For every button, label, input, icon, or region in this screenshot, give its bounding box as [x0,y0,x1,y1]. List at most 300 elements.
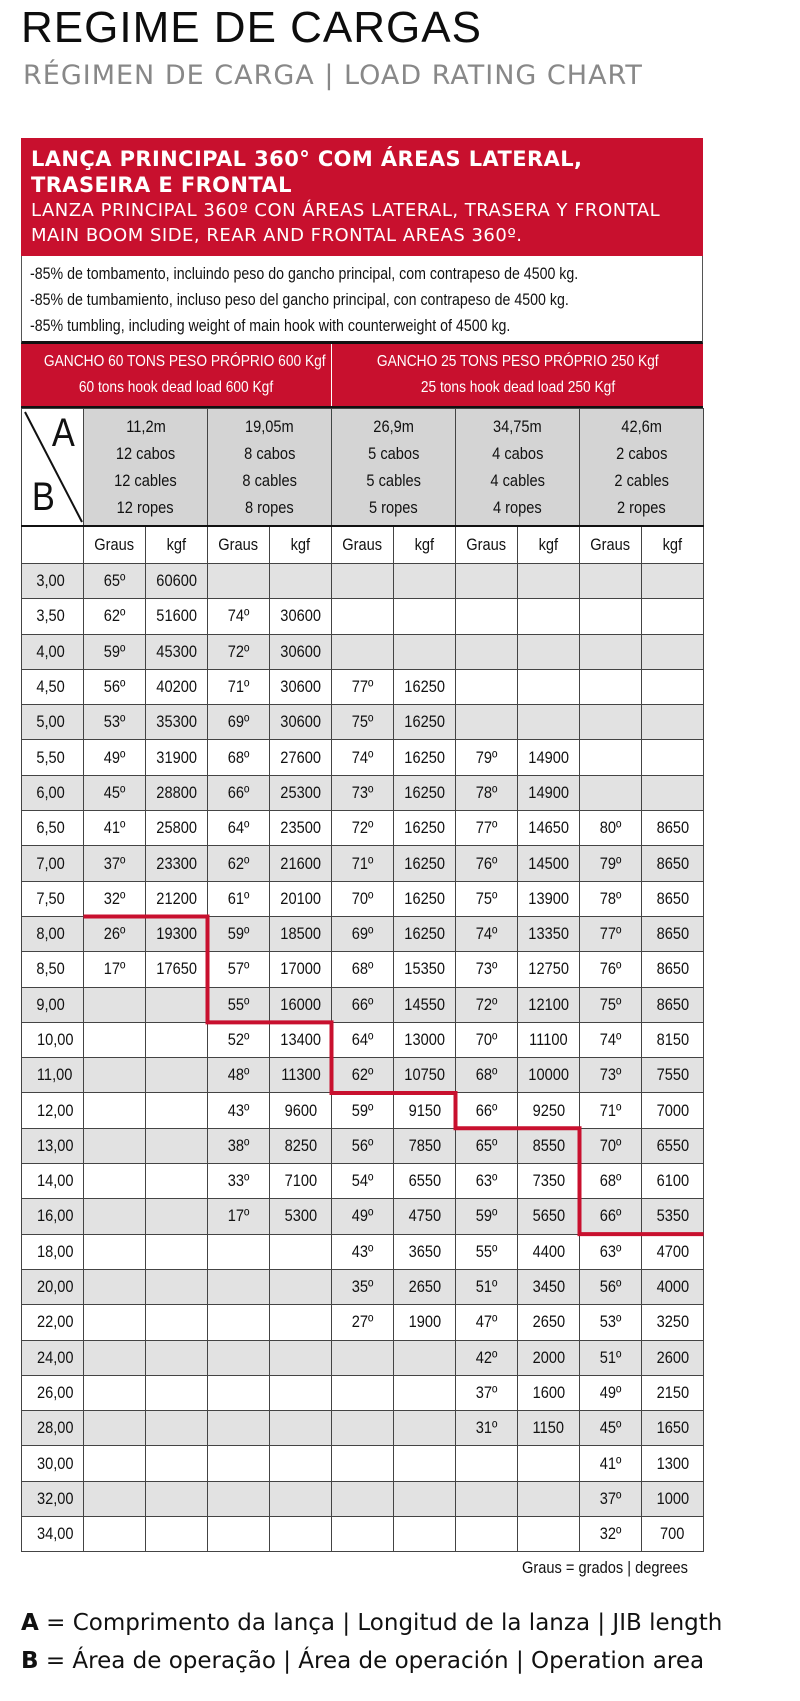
load-cell: 9600 [270,1093,332,1128]
angle-cell [456,669,518,704]
banner-title-en: MAIN BOOM SIDE, REAR AND FRONTAL AREAS 360º. [31,225,523,246]
load-cell: 11100 [518,1022,580,1057]
operation-area-cell: 10,00 [22,1022,84,1057]
note-es: -85% de tumbamiento, incluso peso del gancho principal, con contrapeso de 4500 kg. [30,291,569,309]
load-cell: 1650 [642,1411,704,1446]
angle-cell: 74º [332,740,394,775]
angle-cell [456,1517,518,1552]
angle-cell: 51º [580,1340,642,1375]
angle-cell: 52º [208,1022,270,1057]
load-cell: 16250 [394,916,456,951]
load-cell [642,634,704,669]
load-chart [21,138,703,1552]
angle-cell: 56º [332,1128,394,1163]
hook-25-tons [332,344,703,406]
table-row [22,740,704,775]
angle-cell: 73º [456,952,518,987]
boom-length: 11,2m [125,417,166,436]
load-cell: 25800 [146,811,208,846]
load-cell: 8650 [642,881,704,916]
load-cell [642,775,704,810]
table-row [22,599,704,634]
note-pt: -85% de tombamento, incluindo peso do gancho principal, com contrapeso de 4500 kg. [30,265,579,283]
load-cell: 5350 [642,1199,704,1234]
operation-area-cell: 3,50 [22,599,84,634]
load-cell: 8150 [642,1022,704,1057]
load-cell: 30600 [270,599,332,634]
col-kgf: kgf [518,526,580,564]
operation-area-cell: 8,50 [22,952,84,987]
load-cell: 12750 [518,952,580,987]
table-row [22,1093,704,1128]
load-cell: 16250 [394,705,456,740]
angle-cell: 74º [208,599,270,634]
load-cell [394,1411,456,1446]
angle-cell [84,1128,146,1163]
load-cell: 4750 [394,1199,456,1234]
angle-cell: 79º [456,740,518,775]
boom-ropes-pt: 12 cabos [115,444,176,463]
angle-cell: 77º [456,811,518,846]
load-cell: 60600 [146,564,208,599]
operation-area-cell: 22,00 [22,1305,84,1340]
angle-cell: 68º [580,1164,642,1199]
table-row [22,1411,704,1446]
load-table [21,408,704,1552]
boom-header [332,409,456,527]
load-cell [270,1269,332,1304]
hook-60-subtitle: 60 tons hook dead load 600 Kgf [78,379,274,396]
boom-length: 42,6m [621,417,662,436]
load-cell: 1150 [518,1411,580,1446]
col-graus: Graus [580,526,642,564]
col-graus: Graus [208,526,270,564]
operation-area-cell: 16,00 [22,1199,84,1234]
boom-ropes-pt: 2 cabos [615,444,668,463]
angle-cell: 77º [580,916,642,951]
angle-cell: 37º [456,1375,518,1410]
angle-cell: 66º [456,1093,518,1128]
angle-cell: 43º [332,1234,394,1269]
angle-cell: 68º [332,952,394,987]
load-cell [146,1446,208,1481]
load-cell: 6550 [642,1128,704,1163]
load-cell [146,1164,208,1199]
load-cell [518,564,580,599]
col-kgf: kgf [270,526,332,564]
operation-area-cell: 7,50 [22,881,84,916]
angle-cell: 62º [332,1058,394,1093]
load-cell: 51600 [146,599,208,634]
angle-cell: 59º [332,1093,394,1128]
table-row [22,1517,704,1552]
load-cell: 7100 [270,1164,332,1199]
load-cell: 13900 [518,881,580,916]
angle-cell [208,1446,270,1481]
load-cell: 17650 [146,952,208,987]
load-cell: 8650 [642,987,704,1022]
angle-cell [332,1481,394,1516]
angle-cell: 68º [456,1058,518,1093]
operation-area-cell: 12,00 [22,1093,84,1128]
boom-ropes-pt: 8 cabos [243,444,296,463]
legend-a-text: = Comprimento da lança | Longitud de la lanza | JIB length [38,1610,723,1636]
angle-cell [580,564,642,599]
col-kgf: kgf [146,526,208,564]
angle-cell [84,1234,146,1269]
load-cell [394,1375,456,1410]
angle-cell: 64º [208,811,270,846]
table-row [22,1199,704,1234]
load-cell: 7550 [642,1058,704,1093]
load-cell [270,1517,332,1552]
angle-cell [84,1199,146,1234]
boom-header [84,409,208,527]
angle-cell [84,1340,146,1375]
angle-cell: 74º [456,916,518,951]
col-graus: Graus [84,526,146,564]
table-row [22,846,704,881]
load-cell [394,1340,456,1375]
load-cell: 9250 [518,1093,580,1128]
load-cell: 35300 [146,705,208,740]
operation-area-cell: 8,00 [22,916,84,951]
load-cell: 700 [642,1517,704,1552]
angle-cell: 62º [208,846,270,881]
operation-area-cell: 18,00 [22,1234,84,1269]
angle-cell [84,1058,146,1093]
angle-cell: 75º [580,987,642,1022]
load-cell [146,1411,208,1446]
load-cell: 4700 [642,1234,704,1269]
angle-cell [580,669,642,704]
col-graus: Graus [332,526,394,564]
table-row [22,952,704,987]
load-cell: 5300 [270,1199,332,1234]
angle-cell: 57º [208,952,270,987]
angle-cell: 70º [332,881,394,916]
angle-cell: 59º [456,1199,518,1234]
angle-cell [456,599,518,634]
hook-25-subtitle: 25 tons hook dead load 250 Kgf [420,379,615,396]
load-cell: 9150 [394,1093,456,1128]
boom-length: 34,75m [493,417,542,436]
angle-cell [580,599,642,634]
load-cell [642,564,704,599]
load-cell [270,1375,332,1410]
boom-banner [21,138,703,256]
angle-cell: 76º [456,846,518,881]
angle-cell: 41º [580,1446,642,1481]
table-row [22,634,704,669]
load-cell: 40200 [146,669,208,704]
angle-cell [332,1446,394,1481]
angle-cell: 76º [580,952,642,987]
angle-cell [456,1481,518,1516]
load-cell: 2600 [642,1340,704,1375]
operation-area-cell: 5,00 [22,705,84,740]
angle-cell: 75º [332,705,394,740]
load-cell [518,705,580,740]
load-cell: 13350 [518,916,580,951]
table-row [22,1234,704,1269]
load-cell [642,705,704,740]
load-cell: 45300 [146,634,208,669]
operation-area-cell: 20,00 [22,1269,84,1304]
angle-cell: 80º [580,811,642,846]
load-cell: 20100 [270,881,332,916]
angle-cell: 63º [456,1164,518,1199]
boom-ropes-en: 4 ropes [493,498,542,517]
table-row [22,669,704,704]
load-cell: 23500 [270,811,332,846]
load-cell: 8650 [642,811,704,846]
load-cell [270,1305,332,1340]
load-cell: 1900 [394,1305,456,1340]
load-cell: 3250 [642,1305,704,1340]
table-row [22,881,704,916]
load-cell: 31900 [146,740,208,775]
angle-cell: 62º [84,599,146,634]
boom-ropes-es: 2 cables [614,471,669,490]
load-cell: 4400 [518,1234,580,1269]
hook-60-title: GANCHO 60 TONS PESO PRÓPRIO 600 Kgf [43,353,326,370]
angle-cell: 48º [208,1058,270,1093]
angle-cell [456,634,518,669]
boom-ropes-es: 12 cables [114,471,177,490]
load-cell: 28800 [146,775,208,810]
load-cell: 1600 [518,1375,580,1410]
angle-cell: 65º [84,564,146,599]
load-cell [518,669,580,704]
load-cell: 2650 [394,1269,456,1304]
load-cell: 8250 [270,1128,332,1163]
load-cell: 8650 [642,952,704,987]
load-cell: 30600 [270,705,332,740]
load-cell: 3650 [394,1234,456,1269]
load-cell: 18500 [270,916,332,951]
operation-area-cell: 4,00 [22,634,84,669]
angle-cell: 70º [456,1022,518,1057]
load-cell [518,1517,580,1552]
table-row [22,705,704,740]
load-cell: 14900 [518,740,580,775]
angle-cell: 38º [208,1128,270,1163]
angle-cell: 78º [456,775,518,810]
load-cell [270,1446,332,1481]
angle-cell: 69º [332,916,394,951]
angle-cell: 45º [580,1411,642,1446]
angle-cell [580,634,642,669]
operation-area-cell: 14,00 [22,1164,84,1199]
load-cell: 10750 [394,1058,456,1093]
load-cell: 16250 [394,811,456,846]
load-cell: 16250 [394,881,456,916]
col-kgf: kgf [394,526,456,564]
load-cell [518,634,580,669]
angle-cell: 77º [332,669,394,704]
angle-cell: 35º [332,1269,394,1304]
table-row [22,987,704,1022]
angle-cell [84,1481,146,1516]
angle-cell: 55º [456,1234,518,1269]
operation-area-cell: 5,50 [22,740,84,775]
load-cell: 7000 [642,1093,704,1128]
table-row [22,1164,704,1199]
corner-b-label: B [31,475,55,519]
angle-cell [84,1375,146,1410]
load-cell: 8650 [642,916,704,951]
load-cell [270,1411,332,1446]
boom-ropes-en: 5 ropes [369,498,418,517]
page-subtitle: RÉGIMEN DE CARGA | LOAD RATING CHART [23,60,643,91]
corner-a-label: A [52,411,76,455]
angle-cell: 17º [84,952,146,987]
angle-cell [84,1093,146,1128]
load-cell: 6550 [394,1164,456,1199]
load-cell [394,1517,456,1552]
angle-cell [84,1517,146,1552]
load-cell [146,1340,208,1375]
load-cell: 13400 [270,1022,332,1057]
load-cell: 15350 [394,952,456,987]
load-cell: 2650 [518,1305,580,1340]
angle-cell: 66º [332,987,394,1022]
angle-cell: 61º [208,881,270,916]
load-cell: 27600 [270,740,332,775]
col-kgf: kgf [642,526,704,564]
angle-cell: 72º [456,987,518,1022]
angle-cell [456,1446,518,1481]
operation-area-cell: 11,00 [22,1058,84,1093]
load-cell: 5650 [518,1199,580,1234]
angle-cell: 43º [208,1093,270,1128]
angle-cell: 72º [332,811,394,846]
angle-cell: 65º [456,1128,518,1163]
load-cell [270,1481,332,1516]
angle-cell [208,1517,270,1552]
angle-cell: 17º [208,1199,270,1234]
load-cell [146,1093,208,1128]
load-cell: 19300 [146,916,208,951]
angle-cell [332,599,394,634]
angle-cell [84,1164,146,1199]
load-cell: 16250 [394,740,456,775]
angle-cell: 31º [456,1411,518,1446]
load-cell [146,987,208,1022]
angle-cell: 49º [84,740,146,775]
unit-header-blank [22,526,84,564]
load-cell [146,1269,208,1304]
operation-area-cell: 4,50 [22,669,84,704]
angle-cell: 72º [208,634,270,669]
load-cell: 16250 [394,669,456,704]
note-en: -85% tumbling, including weight of main hook with counterweight of 4500 kg. [30,317,511,335]
operation-area-cell: 3,00 [22,564,84,599]
hook-header [21,344,703,408]
angle-cell [332,564,394,599]
angle-cell: 73º [332,775,394,810]
load-cell: 1000 [642,1481,704,1516]
load-cell: 14900 [518,775,580,810]
angle-cell: 70º [580,1128,642,1163]
load-cell [146,1022,208,1057]
load-cell: 1300 [642,1446,704,1481]
load-cell: 14550 [394,987,456,1022]
angle-cell [84,1269,146,1304]
angle-cell [84,1411,146,1446]
load-cell: 23300 [146,846,208,881]
angle-cell [208,1481,270,1516]
load-cell: 2150 [642,1375,704,1410]
load-cell [146,1305,208,1340]
angle-cell: 68º [208,740,270,775]
table-row [22,1340,704,1375]
angle-cell: 78º [580,881,642,916]
banner-title-es: LANZA PRINCIPAL 360º CON ÁREAS LATERAL, TRASERA Y FRONTAL [31,200,661,221]
operation-area-cell: 28,00 [22,1411,84,1446]
angle-cell [208,1340,270,1375]
angle-cell: 59º [84,634,146,669]
operation-area-cell: 13,00 [22,1128,84,1163]
angle-cell: 66º [208,775,270,810]
load-cell [518,599,580,634]
table-row [22,1481,704,1516]
load-cell: 16250 [394,775,456,810]
angle-cell [208,1269,270,1304]
angle-cell: 51º [456,1269,518,1304]
table-row [22,811,704,846]
load-cell: 7350 [518,1164,580,1199]
load-cell: 7850 [394,1128,456,1163]
boom-header-row [22,409,704,527]
table-row [22,1446,704,1481]
hook-25-title: GANCHO 25 TONS PESO PRÓPRIO 250 Kgf [376,353,659,370]
angle-cell: 53º [84,705,146,740]
angle-cell: 56º [580,1269,642,1304]
col-graus: Graus [456,526,518,564]
boom-length: 26,9m [373,417,414,436]
angle-cell [208,1411,270,1446]
angle-cell: 71º [208,669,270,704]
angle-cell [332,1340,394,1375]
angle-cell: 59º [208,916,270,951]
angle-cell: 64º [332,1022,394,1057]
table-row [22,1305,704,1340]
legend-b-text: = Área de operação | Área de operación | Operation area [38,1648,705,1674]
table-row [22,775,704,810]
load-cell: 14500 [518,846,580,881]
angle-cell [208,1375,270,1410]
table-row [22,1269,704,1304]
legend-a-key: A [21,1610,39,1636]
angle-cell: 26º [84,916,146,951]
boom-ropes-pt: 4 cabos [491,444,544,463]
angle-cell [456,705,518,740]
angle-cell: 53º [580,1305,642,1340]
operation-area-cell: 26,00 [22,1375,84,1410]
angle-cell [208,1305,270,1340]
corner-ab [22,409,84,527]
load-cell [394,564,456,599]
load-cell [146,1058,208,1093]
angle-cell: 33º [208,1164,270,1199]
banner-title-pt: LANÇA PRINCIPAL 360° COM ÁREAS LATERAL, TRASEIRA E FRONTAL [31,147,583,197]
operation-area-cell: 34,00 [22,1517,84,1552]
load-cell: 3450 [518,1269,580,1304]
load-cell: 10000 [518,1058,580,1093]
load-cell: 21200 [146,881,208,916]
